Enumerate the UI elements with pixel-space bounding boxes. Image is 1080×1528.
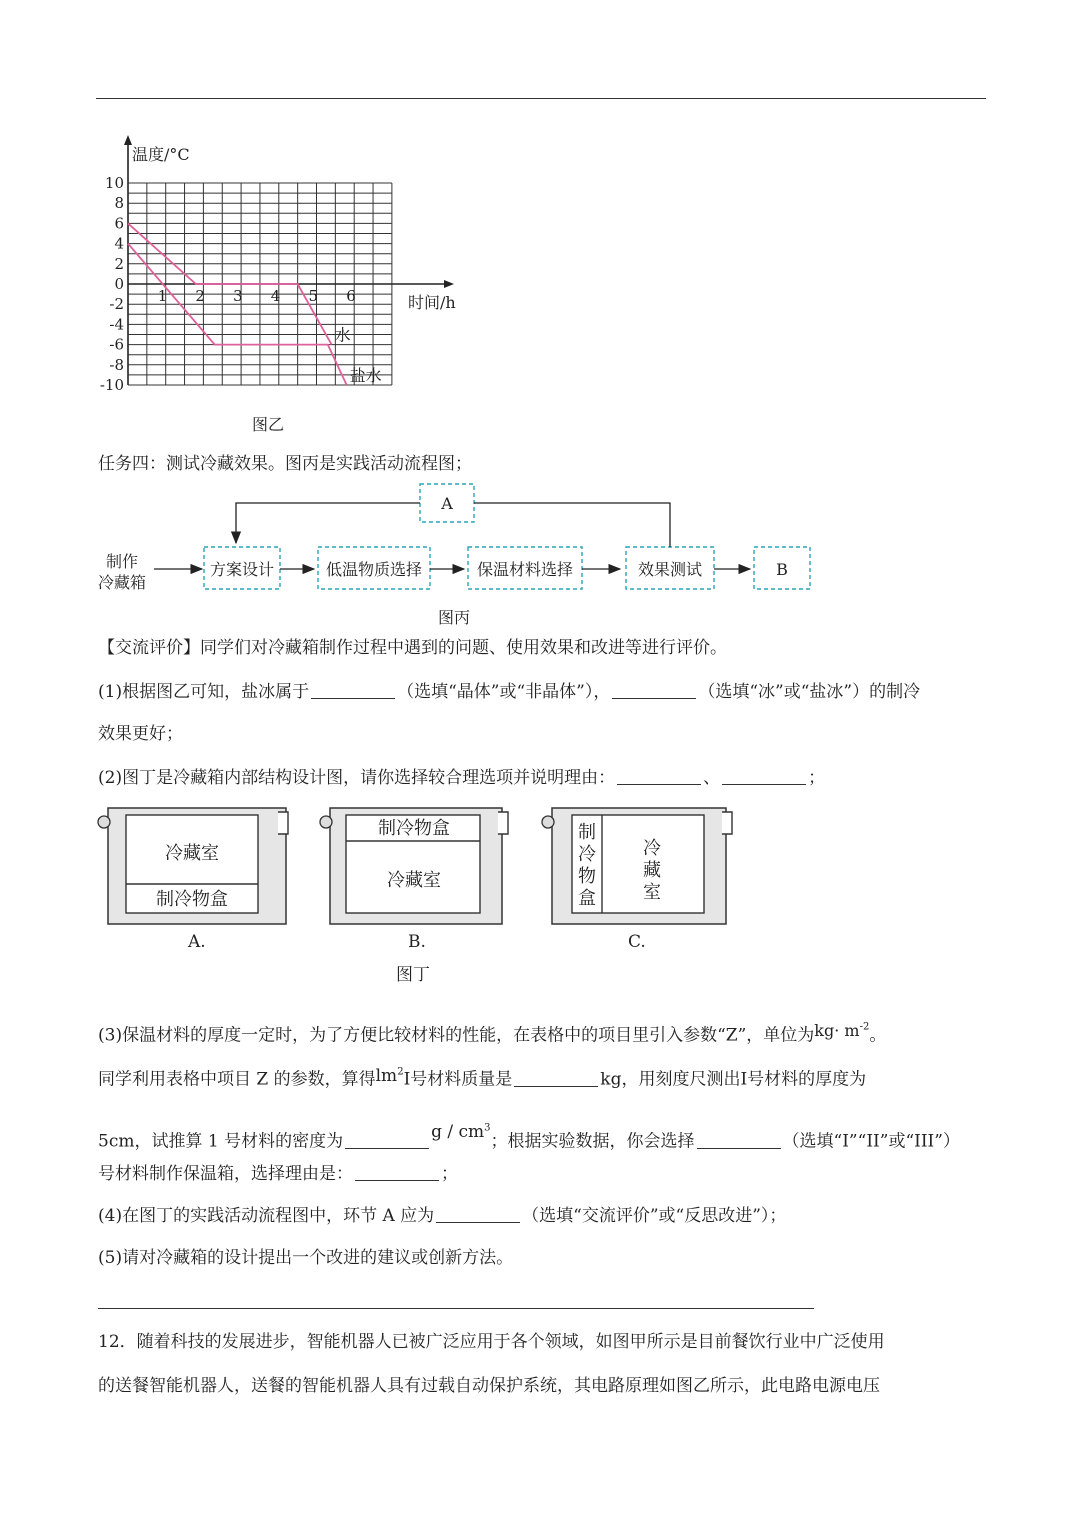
series-label-water: 水: [334, 325, 351, 345]
y-tick-label: -10: [99, 376, 124, 394]
question-1-line2: 效果更好；: [98, 724, 183, 744]
x-tick-label: 4: [270, 287, 281, 305]
svg-text:制冷物盒: 制冷物盒: [378, 818, 450, 839]
y-axis-arrow: [124, 135, 132, 145]
blank-q3-reason[interactable]: [355, 1164, 439, 1181]
svg-text:低温物质选择: 低温物质选择: [325, 560, 423, 579]
fridge-designs: [90, 800, 760, 990]
svg-text:制冷物盒: 制冷物盒: [156, 889, 228, 910]
series-label-saltwater: 盐水: [349, 366, 382, 385]
x-tick-label: 2: [195, 287, 205, 305]
svg-text:C.: C.: [628, 932, 646, 952]
chart-caption: 图乙: [252, 415, 285, 434]
svg-text:保温材料选择: 保温材料选择: [476, 560, 574, 579]
eval-title: 【交流评价】同学们对冷藏箱制作过程中遇到的问题、使用效果和改进等进行评价。: [98, 638, 727, 658]
svg-text:冷: 冷: [643, 838, 661, 859]
svg-text:盒: 盒: [578, 888, 596, 909]
question-3-line2: 同学利用表格中项目 Z 的参数，算得$lm^2I$号材料质量是 kg，用刻度尺测出I号材料的厚度为: [98, 1065, 867, 1090]
design-a: [98, 808, 288, 952]
svg-text:冷藏室: 冷藏室: [387, 870, 441, 891]
question-3-line3: 5cm，试推算 1 号材料的密度为 g / $cm^3$；根据实验数据，你会选择 （选填“I”“II”或“III”）: [98, 1121, 960, 1152]
x-tick-labels: [158, 287, 356, 305]
svg-text:A: A: [441, 494, 453, 513]
design-c: [542, 808, 732, 952]
y-tick-label: -8: [109, 355, 124, 374]
flow-start-line1: 制作: [106, 552, 139, 571]
question-3-line4: 号材料制作保温箱，选择理由是： ；: [98, 1164, 458, 1184]
svg-text:藏: 藏: [643, 860, 661, 881]
blank-q1-2[interactable]: [612, 682, 696, 699]
y-tick-label: -4: [109, 315, 124, 334]
y-tick-label: 10: [104, 174, 124, 192]
svg-text:室: 室: [643, 882, 661, 903]
x-tick-label: 3: [233, 287, 243, 305]
svg-text:效果测试: 效果测试: [637, 560, 703, 579]
question-1-line1: (1)根据图乙可知，盐冰属于 （选填“晶体”或“非晶体”）， （选填“冰”或“盐冰”）的制冷: [98, 682, 921, 702]
blank-q3-mass[interactable]: [514, 1070, 598, 1087]
x-tick-label: 1: [157, 287, 168, 305]
flowchart: [90, 480, 830, 630]
answer-line-q5[interactable]: [98, 1308, 814, 1309]
x-axis-label: 时间/h: [408, 293, 456, 312]
y-tick-label: 2: [114, 254, 124, 273]
flow-start-line2: 冷藏箱: [98, 573, 147, 592]
flow-caption: 图丙: [438, 608, 471, 627]
y-tick-label: 4: [114, 234, 124, 253]
blank-q3-density[interactable]: [345, 1132, 429, 1149]
y-tick-label: 8: [114, 194, 124, 213]
blank-q4[interactable]: [436, 1206, 520, 1223]
y-tick-labels: [100, 174, 124, 394]
svg-text:B.: B.: [408, 932, 426, 952]
svg-text:A.: A.: [188, 932, 206, 952]
temperature-chart: [90, 130, 480, 440]
x-tick-label: 6: [346, 287, 356, 305]
svg-text:冷: 冷: [578, 844, 596, 865]
y-tick-label: -2: [109, 295, 124, 314]
designs-caption: 图丁: [396, 965, 430, 985]
svg-text:物: 物: [578, 866, 596, 887]
blank-q3-choice[interactable]: [697, 1132, 781, 1149]
question-12-line2: 的送餐智能机器人，送餐的智能机器人具有过载自动保护系统，其电路原理如图乙所示，此电路电源电压: [98, 1376, 880, 1396]
y-tick-label: 6: [114, 214, 124, 233]
y-tick-label: 0: [114, 275, 124, 293]
top-rule: [96, 98, 986, 99]
blank-q2-1[interactable]: [617, 768, 701, 785]
question-2: (2)图丁是冷藏箱内部结构设计图，请你选择较合理选项并说明理由： 、 ；: [98, 768, 826, 788]
question-12-line1: 12．随着科技的发展进步，智能机器人已被广泛应用于各个领域，如图甲所示是目前餐饮行业中广泛使用: [98, 1332, 885, 1352]
blank-q1-1[interactable]: [311, 682, 395, 699]
svg-text:冷藏室: 冷藏室: [165, 843, 219, 864]
y-axis-label: 温度/°C: [132, 145, 190, 164]
svg-text:方案设计: 方案设计: [209, 560, 275, 579]
y-tick-label: -6: [109, 335, 124, 354]
x-axis-arrow: [444, 280, 454, 288]
question-5: (5)请对冷藏箱的设计提出一个改进的建议或创新方法。: [98, 1248, 514, 1268]
question-3-line1: (3)保温材料的厚度一定时，为了方便比较材料的性能，在表格中的项目里引入参数“Z”，单位为$kg\cdot m^{-2}$。: [98, 1021, 887, 1046]
question-4: (4)在图丁的实践活动流程图中，环节 A 应为 （选填“交流评价”或“反思改进”）；: [98, 1206, 787, 1226]
blank-q2-2[interactable]: [722, 768, 806, 785]
x-tick-label: 5: [308, 287, 319, 305]
task4-text: 任务四：测试冷藏效果。图丙是实践活动流程图；: [98, 454, 472, 474]
svg-text:制: 制: [578, 822, 596, 843]
svg-text:B: B: [776, 560, 788, 579]
design-b: [320, 808, 508, 952]
